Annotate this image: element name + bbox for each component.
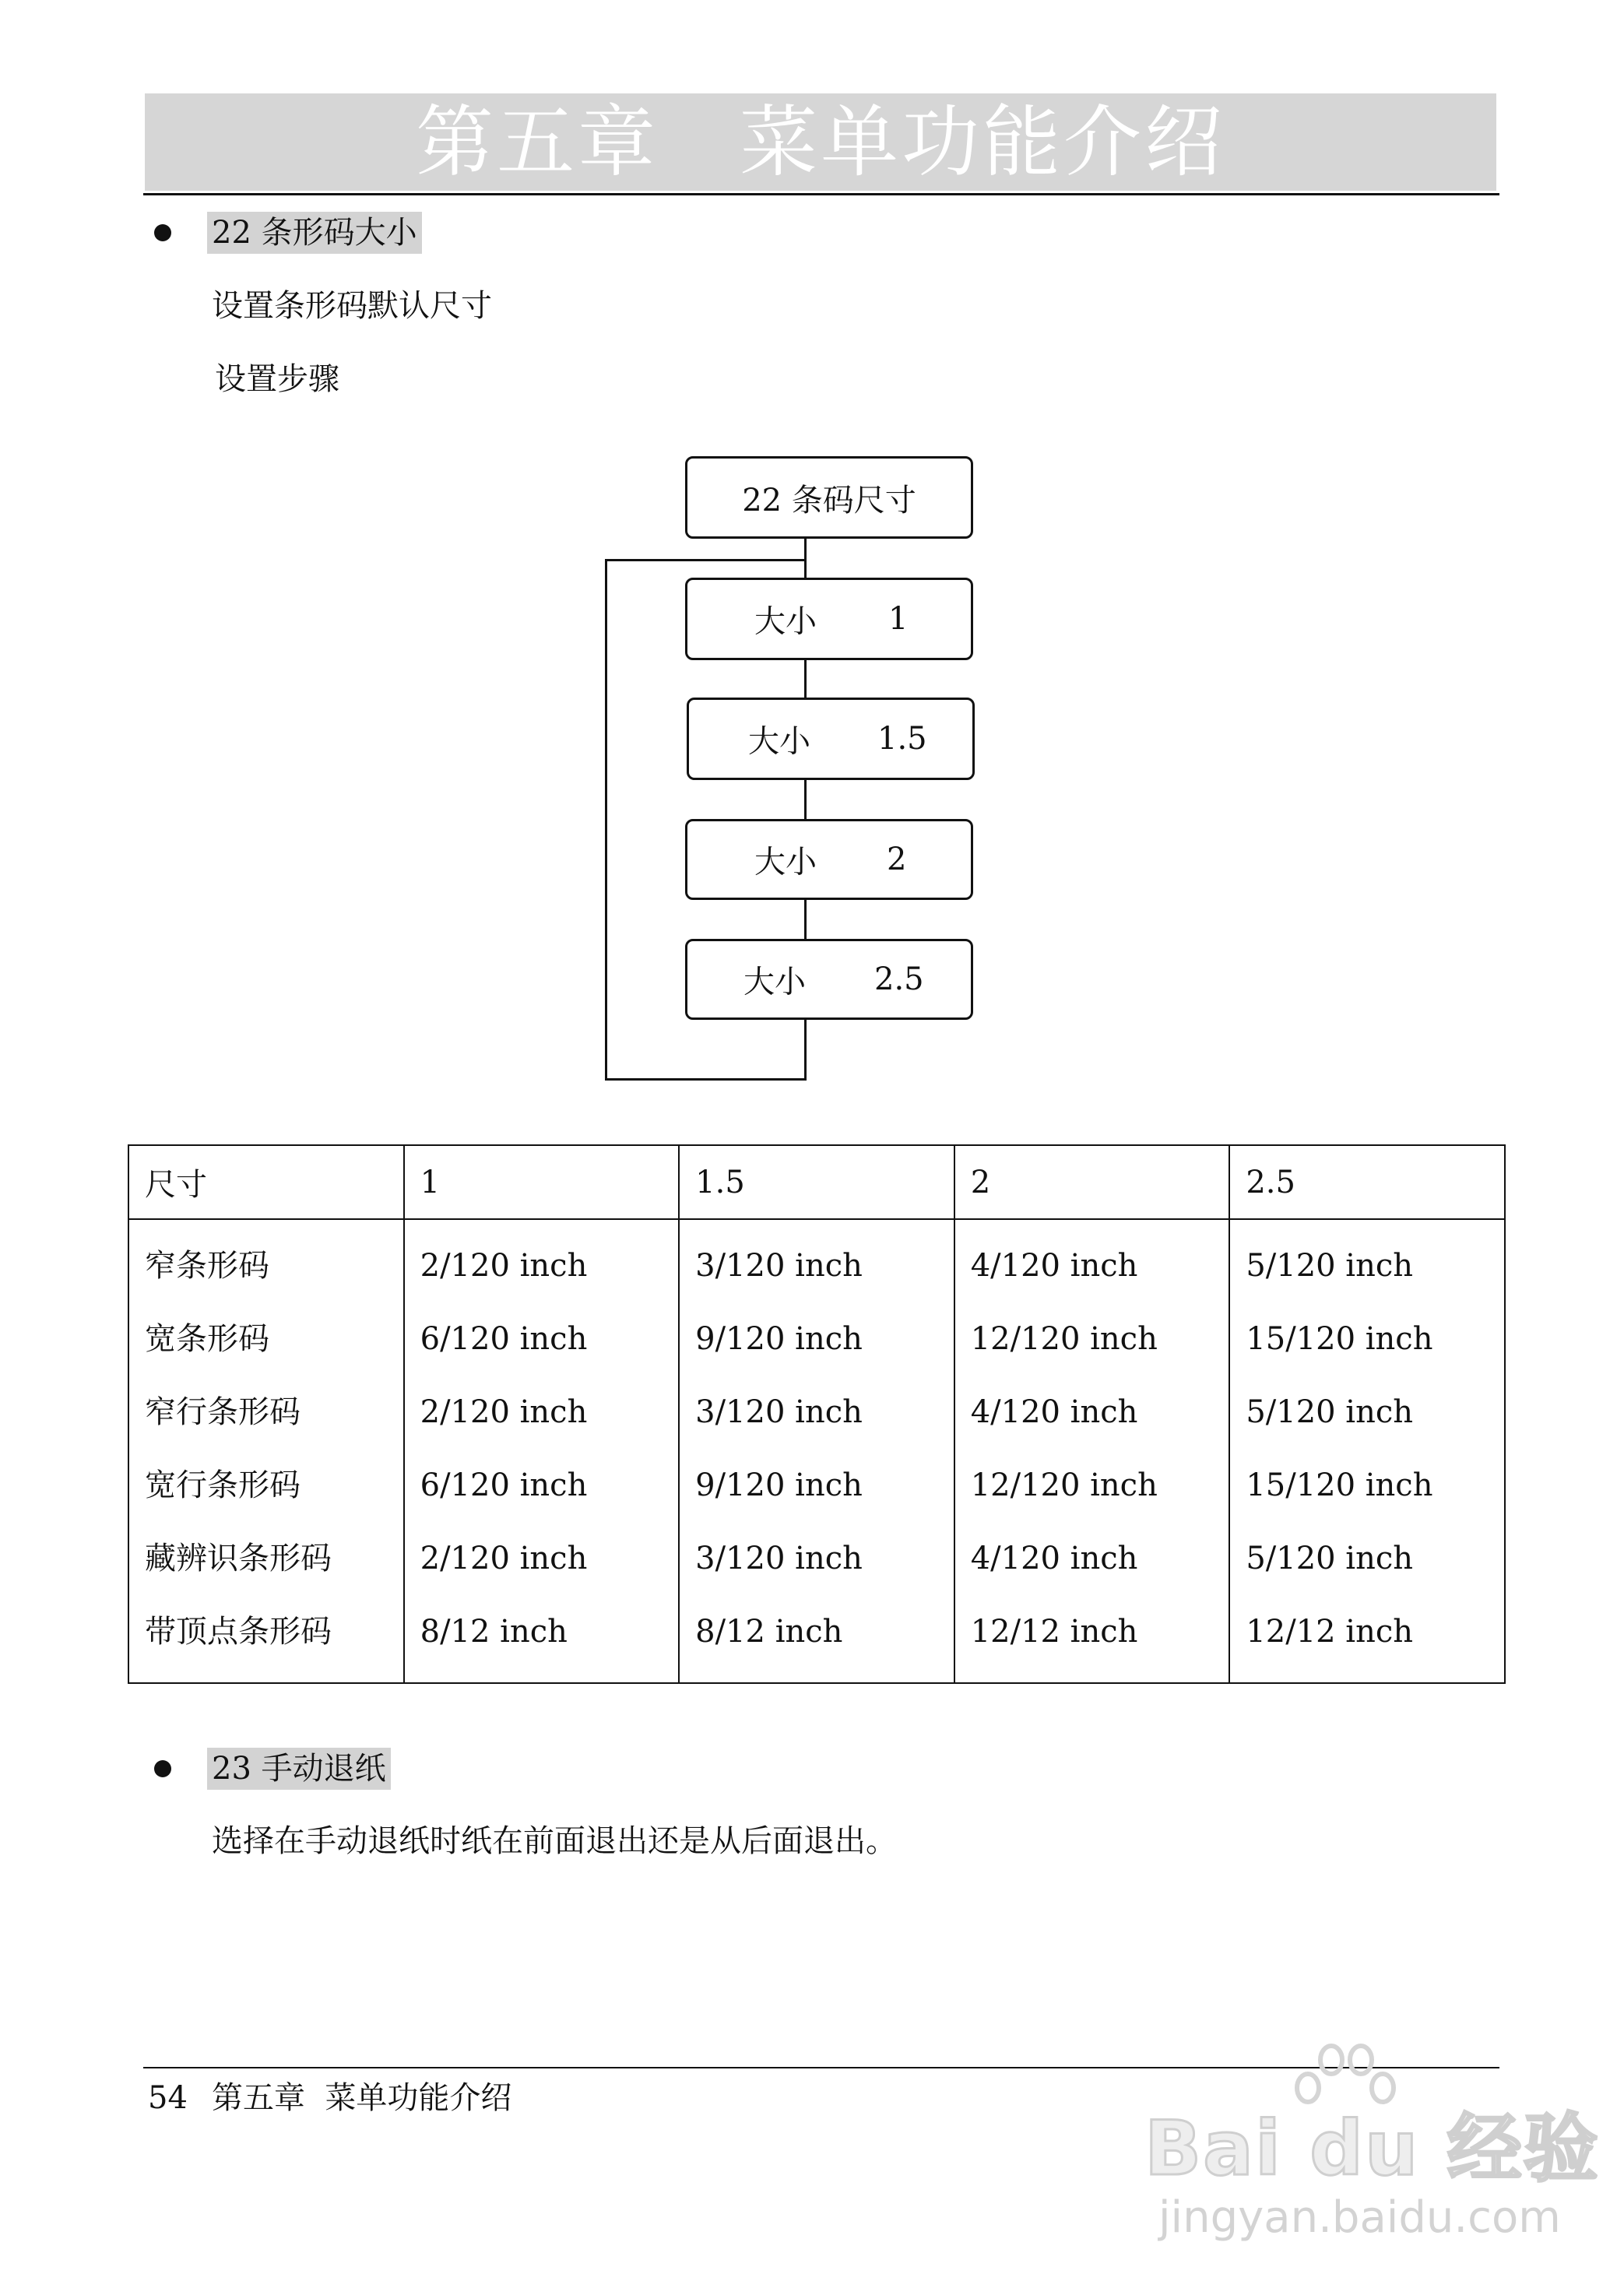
section-22-bullet xyxy=(154,224,171,241)
table-cell: 15/120 inch xyxy=(1246,1321,1433,1357)
option-value: 1 xyxy=(888,601,909,637)
option-value: 1.5 xyxy=(877,721,927,757)
setup-steps-label: 设置步骤 xyxy=(215,361,339,397)
table-cell: 4/120 inch xyxy=(970,1541,1138,1576)
table-header-cell: 尺寸 xyxy=(128,1145,404,1219)
connector-option-1-to-option-2 xyxy=(804,659,807,698)
connector-option-2-to-option-3 xyxy=(804,778,807,819)
table-header-cell: 2.5 xyxy=(1229,1145,1505,1219)
table-cell: 15/120 inch xyxy=(1246,1467,1433,1503)
table-header-cell: 1 xyxy=(404,1145,680,1219)
table-cell: 12/12 inch xyxy=(1246,1614,1414,1650)
page-number: 54 xyxy=(148,2080,188,2116)
watermark-url: jingyan.baidu.com xyxy=(1158,2192,1561,2243)
table-cell: 6/120 inch xyxy=(420,1321,588,1357)
table-body-row xyxy=(128,1219,1505,1683)
row-label: 藏辨识条形码 xyxy=(145,1541,332,1576)
table-cell: 2/120 inch xyxy=(420,1248,588,1284)
table-cell: 5/120 inch xyxy=(1246,1541,1414,1576)
table-cell: 2/120 inch xyxy=(420,1394,588,1430)
row-label: 窄条形码 xyxy=(145,1248,269,1284)
table-cell: 6/120 inch xyxy=(420,1467,588,1503)
section-22-description: 设置条形码默认尺寸 xyxy=(212,288,492,324)
size-1-column xyxy=(404,1219,680,1683)
row-labels-column xyxy=(128,1219,404,1683)
table-header-row xyxy=(128,1145,1505,1219)
option-label: 大小 xyxy=(743,964,806,1000)
loop-bottom-line xyxy=(605,1078,807,1081)
table-cell: 9/120 inch xyxy=(695,1467,863,1503)
table-cell: 3/120 inch xyxy=(695,1394,863,1430)
table-cell: 3/120 inch xyxy=(695,1541,863,1576)
table-header-cell: 1.5 xyxy=(679,1145,954,1219)
watermark-logo-text: Bai du 经验 xyxy=(1144,2105,1600,2192)
size-1-5-column xyxy=(679,1219,954,1683)
loop-top-line xyxy=(605,559,807,561)
table-cell: 3/120 inch xyxy=(695,1248,863,1284)
row-label: 宽条形码 xyxy=(145,1321,269,1357)
table-cell: 2/120 inch xyxy=(420,1541,588,1576)
flowchart-option-node xyxy=(685,578,973,660)
chapter-title: 第五章 菜单功能介绍 xyxy=(416,97,1225,188)
option-label: 大小 xyxy=(754,603,817,640)
section-23-bullet xyxy=(154,1760,171,1777)
loop-down-line xyxy=(804,1018,807,1081)
section-23-description: 选择在手动退纸时纸在前面退出还是从后面退出。 xyxy=(212,1823,897,1859)
section-22-title: 22 条形码大小 xyxy=(207,212,422,254)
option-value: 2 xyxy=(887,842,907,877)
header-rule xyxy=(143,193,1499,195)
table-cell: 4/120 inch xyxy=(970,1248,1138,1284)
row-label: 带顶点条形码 xyxy=(145,1614,332,1650)
loop-left-line xyxy=(605,559,607,1081)
table-header-cell: 2 xyxy=(954,1145,1230,1219)
table-cell: 12/120 inch xyxy=(970,1321,1158,1357)
row-label: 窄行条形码 xyxy=(145,1394,301,1430)
table-cell: 5/120 inch xyxy=(1246,1248,1414,1284)
flowchart-option-node xyxy=(685,939,973,1020)
flowchart-root-label: 22 条码尺寸 xyxy=(742,482,916,518)
connector-option-3-to-option-4 xyxy=(804,898,807,939)
table-cell: 4/120 inch xyxy=(970,1394,1138,1430)
table-cell: 12/12 inch xyxy=(970,1614,1138,1650)
size-2-5-column xyxy=(1229,1219,1505,1683)
connector-root-to-option-1 xyxy=(804,537,807,579)
table-cell: 9/120 inch xyxy=(695,1321,863,1357)
flowchart-option-node xyxy=(687,698,975,780)
option-label: 大小 xyxy=(754,844,817,880)
section-23-title: 23 手动退纸 xyxy=(207,1748,391,1790)
table-cell: 12/120 inch xyxy=(970,1467,1158,1503)
baidu-jingyan-watermark xyxy=(1144,2040,1600,2258)
table-cell: 5/120 inch xyxy=(1246,1394,1414,1430)
table-cell: 8/12 inch xyxy=(420,1614,568,1650)
option-value: 2.5 xyxy=(874,961,924,997)
row-label: 宽行条形码 xyxy=(145,1467,301,1503)
flowchart-root-node xyxy=(685,456,973,539)
flowchart-option-node xyxy=(685,819,973,900)
table-cell: 8/12 inch xyxy=(695,1614,843,1650)
footer-chapter-label: 第五章 菜单功能介绍 xyxy=(212,2080,512,2116)
barcode-size-table xyxy=(128,1144,1506,1684)
option-label: 大小 xyxy=(748,723,810,760)
size-2-column xyxy=(954,1219,1230,1683)
